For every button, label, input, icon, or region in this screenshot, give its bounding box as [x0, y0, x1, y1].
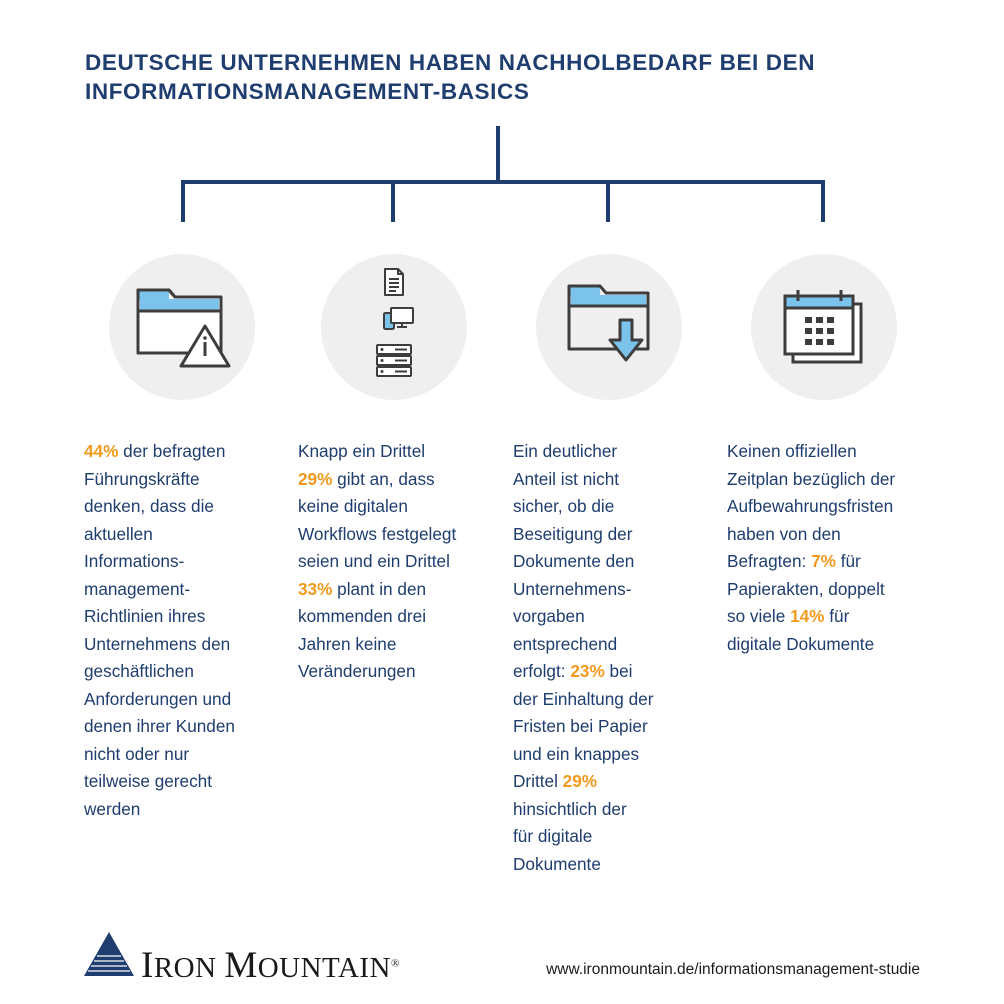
text-line: kommenden drei: [298, 606, 427, 626]
text-line: Zeitplan bezüglich der: [727, 468, 896, 489]
text-line: management-: [84, 578, 191, 599]
highlight-value: 23%: [570, 661, 605, 681]
text-line: Papierakten, doppelt: [727, 578, 885, 599]
connector-tree: [0, 0, 1004, 260]
highlight-value: 14%: [790, 606, 825, 626]
devices-server-icon: [321, 254, 467, 400]
text-line: sicher, ob die: [513, 496, 615, 516]
iron-mountain-wordmark: IRON MOUNTAIN®: [141, 945, 400, 986]
text-line: Anteil ist nicht: [513, 468, 620, 489]
text-line: denken, dass die: [84, 496, 214, 516]
text-line: seien und ein Drittel: [298, 551, 450, 571]
circle-calendar: [751, 254, 897, 400]
text-line: Befragten: 7% für: [727, 551, 861, 571]
text-line: Unternehmens-: [513, 578, 632, 599]
column-text-1: [84, 438, 284, 823]
text-line: 44% der befragten: [84, 441, 226, 461]
text-line: Unternehmens den: [84, 633, 231, 654]
highlight-value: 33%: [298, 578, 333, 599]
highlight-value: 44%: [84, 441, 119, 461]
text-line: Ein deutlicher: [513, 441, 618, 461]
text-line: 33% plant in den: [298, 578, 427, 599]
text-line: erfolgt: 23% bei: [513, 661, 633, 681]
text-line: Dokumente den: [513, 551, 635, 571]
text-line: teilweise gerecht: [84, 771, 213, 791]
footer-url: www.ironmountain.de/informationsmanagement-studie: [546, 961, 920, 978]
text-line: vorgaben: [513, 606, 585, 626]
text-line: Richtlinien ihres: [84, 606, 206, 626]
text-line: Fristen bei Papier: [513, 716, 648, 736]
text-line: nicht oder nur: [84, 743, 190, 764]
text-line: aktuellen: [84, 523, 153, 544]
text-line: für digitale: [513, 826, 593, 846]
highlight-value: 7%: [811, 551, 836, 571]
text-line: geschäftlichen: [84, 661, 194, 681]
circle-folder-download: [536, 254, 682, 400]
folder-download-icon: [536, 254, 682, 400]
highlight-value: 29%: [562, 771, 598, 791]
text-line: Jahren keine: [298, 633, 397, 654]
text-line: Drittel 29%: [513, 771, 598, 791]
title-line-1: DEUTSCHE UNTERNEHMEN HABEN NACHHOLBEDARF BEI DEN: [85, 50, 816, 75]
calendar-icon: [751, 254, 897, 400]
text-line: Knapp ein Drittel: [298, 441, 426, 461]
column-text-3: [513, 438, 713, 878]
circle-folder-warning: [109, 254, 255, 400]
text-line: Führungskräfte: [84, 468, 200, 489]
text-line: Aufbewahrungsfristen: [727, 496, 894, 516]
text-line: hinsichtlich der: [513, 798, 627, 819]
column-text-2: [298, 438, 508, 686]
circle-devices-server: [321, 254, 467, 400]
iron-mountain-logo-icon: [84, 932, 134, 976]
text-line: haben von den: [727, 523, 841, 544]
title-line-2: INFORMATIONSMANAGEMENT-BASICS: [85, 79, 530, 104]
text-line: digitale Dokumente: [727, 633, 875, 654]
text-line: Veränderungen: [298, 661, 416, 681]
text-line: werden: [84, 798, 141, 819]
text-line: Beseitigung der: [513, 523, 633, 544]
text-line: keine digitalen: [298, 496, 408, 516]
text-line: Dokumente: [513, 853, 601, 874]
text-line: Keinen offiziellen: [727, 441, 857, 461]
text-line: der Einhaltung der: [513, 688, 654, 709]
text-line: entsprechend: [513, 633, 618, 654]
text-line: Informations-: [84, 551, 185, 571]
highlight-value: 29%: [298, 468, 333, 489]
text-line: denen ihrer Kunden: [84, 716, 235, 736]
text-line: Workflows festgelegt: [298, 523, 457, 544]
text-line: und ein knappes: [513, 743, 640, 764]
text-line: 29% gibt an, dass: [298, 468, 435, 489]
text-line: so viele 14% für: [727, 606, 850, 626]
column-text-4: [727, 438, 937, 658]
text-line: Anforderungen und: [84, 688, 232, 709]
folder-warning-icon: [109, 254, 255, 400]
